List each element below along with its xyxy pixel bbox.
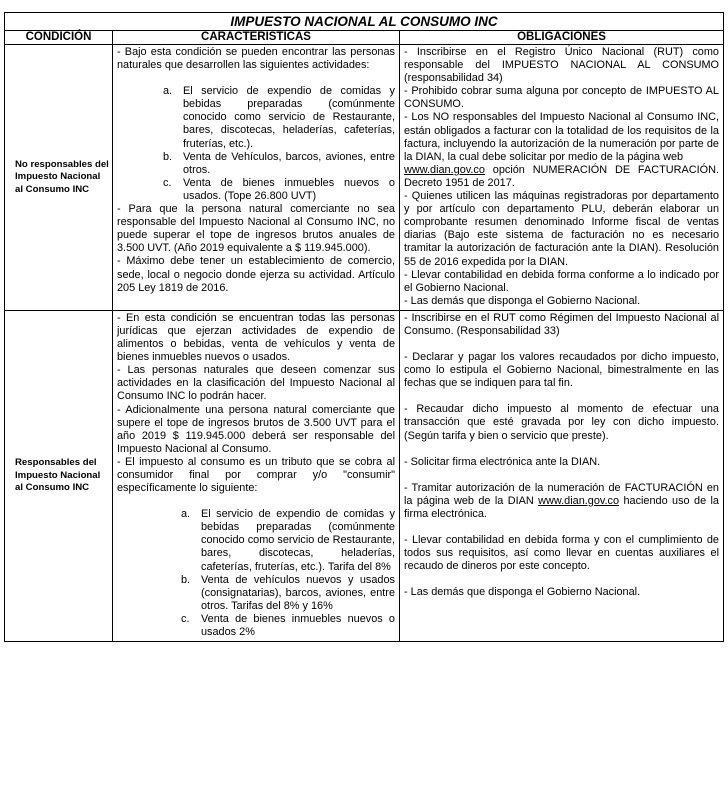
paragraph: - En esta condición se encuentran todas las personas jurídicas que ejerzan actividades de expendio de alimentos o bebidas, venta de vehículos y venta de bienes inmuebles nuevos o usados. bbox=[117, 311, 395, 364]
dian-link[interactable]: www.dian.gov.co bbox=[538, 494, 620, 507]
paragraph: - Bajo esta condición se pueden encontrar las personas naturales que desarrollen las siguientes actividades: bbox=[117, 46, 395, 72]
paragraph: - Máximo debe tener un establecimiento de comercio, sede, local o negocio donde ejerza su actividad. Artículo 205 Ley 1819 de 2016. bbox=[117, 255, 395, 294]
paragraph: - Las personas naturales que deseen comenzar sus actividades en la clasificación del Impuesto Nacional al Consumo INC lo podrán hacer. bbox=[117, 364, 395, 403]
list-item: a. El servicio de expendio de comidas y bebidas preparadas (comúnmente conocido como servicio de Restaurante, bares, discotecas, heladerías, cafeterías, fruterías, etc.). Tarifa del 8% bbox=[181, 508, 395, 573]
table-title: IMPUESTO NACIONAL AL CONSUMO INC bbox=[5, 13, 724, 31]
list-item: b. Venta de vehículos nuevos y usados (consignatarias), barcos, aviones, entre otros. Tarifas del 8% y 16% bbox=[181, 573, 395, 612]
list-item: c. Venta de bienes inmuebles nuevos o usados. (Tope 26.800 UVT) bbox=[163, 176, 395, 202]
paragraph: - Llevar contabilidad en debida forma y con el cumplimiento de todos sus requisitos, así como llevar en cuentas auxiliares el recaudo de dineros por este concepto. bbox=[404, 534, 719, 573]
paragraph: - Prohibido cobrar suma alguna por concepto de IMPUESTO AL CONSUMO. bbox=[404, 85, 719, 111]
table-row bbox=[5, 45, 724, 311]
paragraph: - El impuesto al consumo es un tributo que se cobra al consumidor final por comprar y/o "consumir" específicamente lo siguiente: bbox=[117, 455, 395, 495]
obligations-cell bbox=[400, 310, 724, 641]
paragraph: - Las demás que disponga el Gobierno Nacional. bbox=[404, 294, 641, 307]
paragraph: - Para que la persona natural comerciante no sea responsable del Impuesto Nacional al Consumo INC, no puede superar el tope de ingresos brutos anuales de 3.500 UVT. (Año 2019 equivalente a $ 119.945.000). bbox=[117, 203, 395, 255]
paragraph: - Los NO responsables del Impuesto Nacional al Consumo INC, están obligados a facturar con la totalidad de los requisitos de la factura, incluyendo la autorización de la numeración por parte de la DIAN, la cual debe solicitar por medio de la página web www.dian.gov.co opción NUMERACIÓN DE FACTURACIÓN. Decreto 1951 de 2017. bbox=[404, 111, 719, 189]
paragraph: - Quienes utilicen las máquinas registradoras por departamento y por artículo con departamento PLU, deberán elaborar un comprobante resumen denominado Informe fiscal de ventas diarias (Bajo este sistema de facturación no es necesario tramitar la autorización de facturación ante la DIAN). Resolución 55 de 2016 expedida por la DIAN. bbox=[404, 190, 719, 268]
header-caracteristicas: CARACTERISTICAS bbox=[113, 31, 400, 45]
paragraph: - Adicionalmente una persona natural comerciante que supere el tope de ingresos brutos de 3.500 UVT para el año 2019 $ 119.945.000 deberá ser responsable del Impuesto Nacional al Consumo. bbox=[117, 403, 395, 455]
list-item: c. Venta de bienes inmuebles nuevos o usados 2% bbox=[181, 612, 395, 639]
paragraph: - Inscribirse en el Registro Único Nacional (RUT) como responsable del IMPUESTO NACIONAL AL CONSUMO (responsabilidad 34) bbox=[404, 46, 719, 85]
characteristics-cell bbox=[113, 310, 400, 641]
dian-link[interactable]: www.dian.gov.co bbox=[404, 163, 485, 176]
condition-no-responsables: No responsables del Impuesto Nacional al Consumo INC bbox=[5, 45, 113, 311]
paragraph: - Inscribirse en el RUT como Régimen del Impuesto Nacional al Consumo. (Responsabilidad 33) bbox=[404, 311, 719, 337]
header-obligaciones: OBLIGACIONES bbox=[400, 31, 724, 45]
table-row bbox=[5, 310, 724, 641]
header-condicion: CONDICIÓN bbox=[5, 31, 113, 45]
paragraph: - Las demás que disponga el Gobierno Nacional. bbox=[404, 586, 641, 599]
obligations-cell bbox=[400, 45, 724, 311]
list-item: a. El servicio de expendio de comidas y bebidas preparadas (comúnmente conocido como servicio de Restaurante, bares, discotecas, heladerías, cafeterías, fruterías, etc.). bbox=[163, 85, 395, 150]
paragraph: - Recaudar dicho impuesto al momento de efectuar una transacción que esté gravada por ley con dicho impuesto. (Según tarifa y bien o servicio que preste). bbox=[404, 403, 719, 442]
condition-responsables: Responsables del Impuesto Nacional al Consumo INC bbox=[5, 310, 113, 641]
paragraph: - Tramitar autorización de la numeración de FACTURACIÓN en la página web de la DIAN www.dian.gov.co haciendo uso de la firma electrónica. bbox=[404, 481, 719, 520]
paragraph: - Declarar y pagar los valores recaudados por dicho impuesto, como lo estipula el Gobierno Nacional, bimestralmente en las fechas que se indiquen para tal fin. bbox=[404, 351, 719, 390]
list-item: b. Venta de Vehículos, barcos, aviones, entre otros. bbox=[163, 150, 395, 176]
paragraph: - Llevar contabilidad en debida forma conforme a lo indicado por el Gobierno Nacional. bbox=[404, 268, 719, 294]
inc-table bbox=[4, 12, 724, 642]
paragraph: - Solicitar firma electrónica ante la DIAN. bbox=[404, 455, 601, 468]
characteristics-cell bbox=[113, 45, 400, 311]
